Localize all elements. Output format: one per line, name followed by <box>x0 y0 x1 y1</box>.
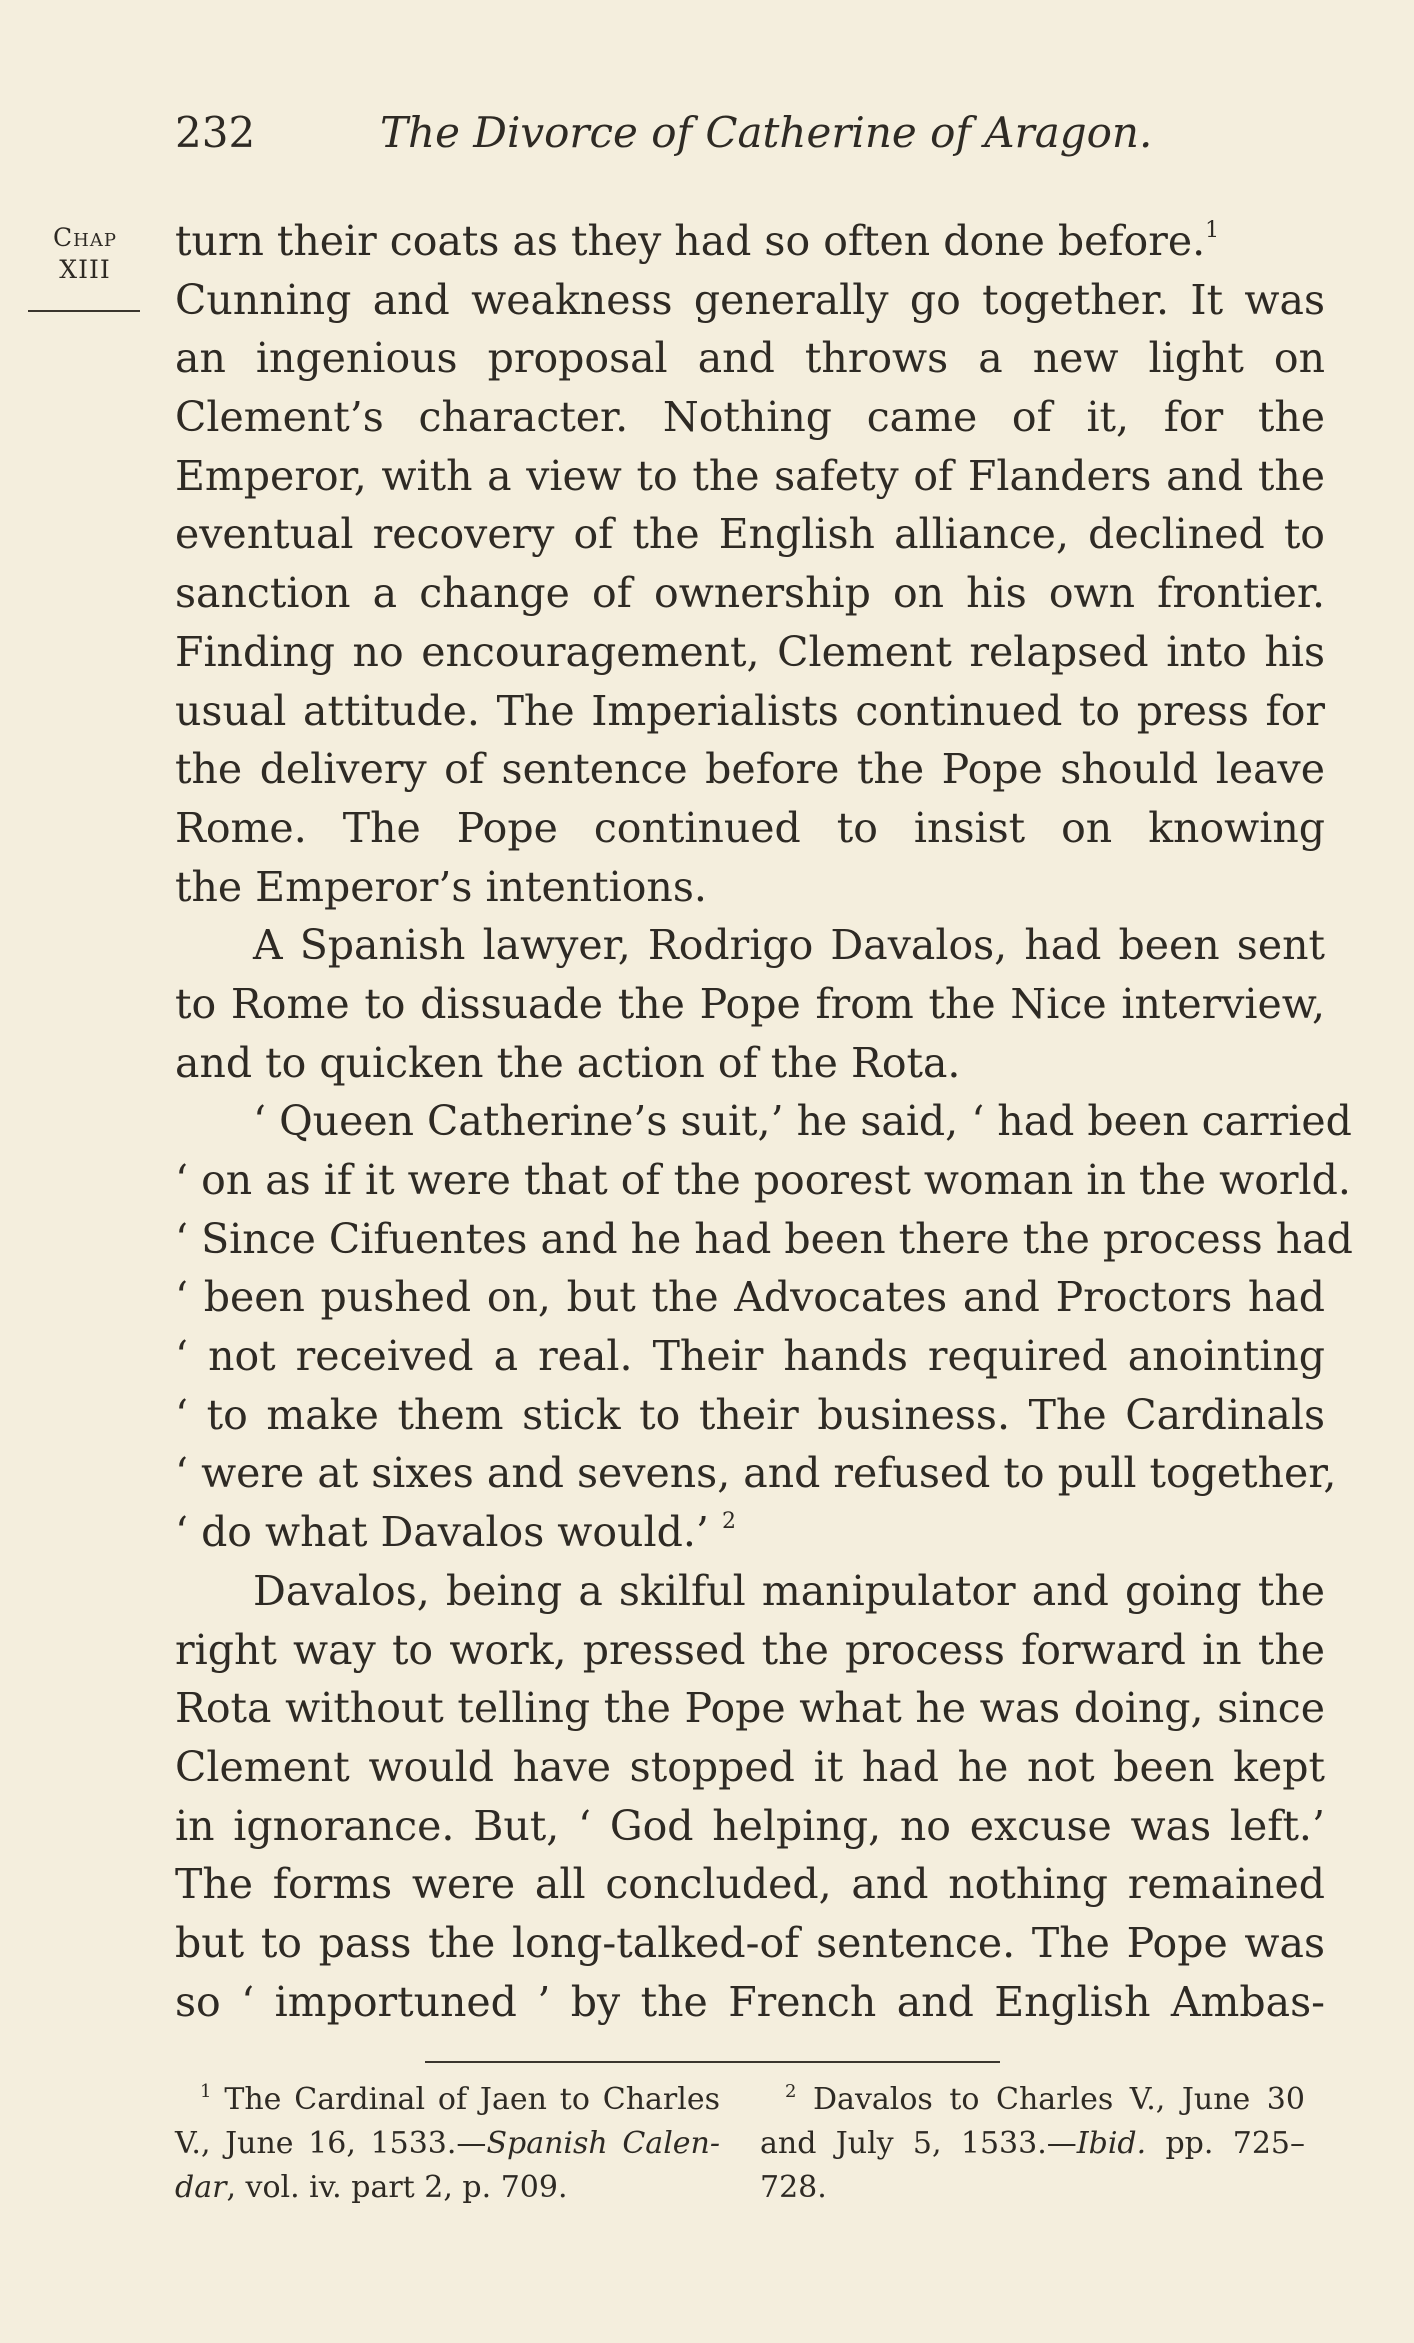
footnote-marker: 1 <box>200 2081 212 2102</box>
text-line: Rota without telling the Pope what he was doing, since <box>175 1684 1325 1733</box>
text-line: The forms were all concluded, and nothing remained <box>175 1860 1325 1909</box>
quote-line: ‘ been pushed on, but the Advocates and Proctors had <box>175 1273 1325 1322</box>
text-line: but to pass the long-talked-of sentence. The Pope was <box>175 1918 1325 1967</box>
quote-line: ‘ on as if it were that of the poorest woman in the world. <box>175 1156 1351 1204</box>
text-line: Davalos, being a skilful manipulator and going the <box>253 1566 1325 1615</box>
footnote-ref: 1 <box>1205 218 1220 243</box>
text-line: so ‘ importuned ’ by the French and English Ambas- <box>175 1977 1325 2026</box>
text-line: to Rome to dissuade the Pope from the Nice interview, <box>175 979 1325 1028</box>
text-line: Finding no encouragement, Clement relapsed into his <box>175 627 1325 676</box>
chapter-margin-label <box>30 222 140 286</box>
page-number: 232 <box>175 108 256 157</box>
body-text <box>175 212 1353 2031</box>
text-line: Emperor, with a view to the safety of Flanders and the <box>175 451 1325 500</box>
text-line: Clement would have stopped it had he not been kept <box>175 1742 1325 1791</box>
text-line: sanction a change of ownership on his own frontier. <box>175 569 1325 618</box>
chapter-label: Chap <box>53 223 117 252</box>
quote-line: ‘ were at sixes and sevens, and refused to pull together, <box>175 1449 1337 1498</box>
running-title: The Divorce of Catherine of Aragon. <box>380 108 1153 157</box>
quote-line: ‘ Since Cifuentes and he had been there the process had <box>175 1214 1353 1263</box>
footnote-2: $^2$ Davalos to Charles V., June 30 and July 5, 1533.—Ibid. pp. 725– 728. <box>760 2081 1305 2205</box>
quote-line: ‘ not received a real. Their hands required anointing <box>175 1332 1325 1381</box>
quote-line: ‘ do what Davalos would.’ $^2$ <box>175 1508 736 1557</box>
text-line: Rome. The Pope continued to insist on knowing <box>175 803 1325 852</box>
text-line: Clement’s character. Nothing came of it, for the <box>175 393 1325 442</box>
footnote-marker: 2 <box>785 2081 797 2102</box>
text-line: an ingenious proposal and throws a new light on <box>175 334 1325 383</box>
text-line: Cunning and weakness generally go together. It was <box>175 275 1325 324</box>
text-line: the delivery of sentence before the Pope should leave <box>175 745 1325 794</box>
page-header <box>175 108 1325 168</box>
text-line: A Spanish lawyer, Rodrigo Davalos, had been sent <box>253 921 1325 970</box>
quote-line: ‘ Queen Catherine’s suit,’ he said, ‘ had been carried <box>253 1097 1352 1146</box>
footnote-ref: 2 <box>721 1509 736 1535</box>
footnote-rule <box>425 2061 1000 2063</box>
text-line: in ignorance. But, ‘ God helping, no excuse was left.’ <box>175 1801 1325 1850</box>
chapter-rule <box>28 310 140 312</box>
quote-line: ‘ to make them stick to their business. The Cardinals <box>175 1390 1325 1439</box>
text-line: and to quicken the action of the Rota. <box>175 1038 961 1087</box>
footnote-1: $^1$ The Cardinal of Jaen to Charles V., June 16, 1533.—Spanish Calen- dar, vol. iv. part 2, p. 709. <box>175 2081 720 2205</box>
text-line: the Emperor’s intentions. <box>175 862 707 911</box>
text-line: right way to work, pressed the process forward in the <box>175 1625 1325 1674</box>
text-line: usual attitude. The Imperialists continued to press for <box>175 686 1325 735</box>
chapter-number: XIII <box>59 255 111 284</box>
text-line: eventual recovery of the English alliance, declined to <box>175 510 1325 559</box>
text-line: turn their coats as they had so often done before.$^1$ <box>175 217 1220 265</box>
